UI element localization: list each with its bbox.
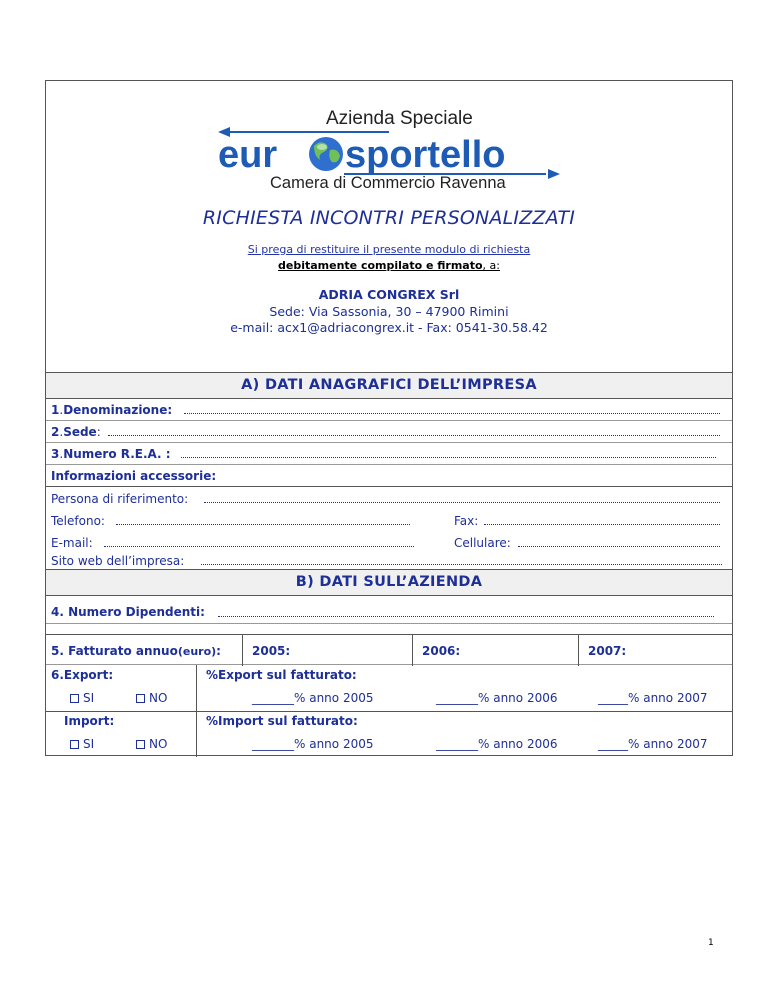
turnover-label-group	[51, 644, 221, 658]
field-number: 3	[51, 447, 60, 461]
document-title: RICHIESTA INCONTRI PERSONALIZZATI	[202, 207, 576, 229]
import-pct-2006[interactable]: _______% anno 2006	[436, 737, 558, 751]
denominazione-input-line[interactable]	[184, 413, 720, 414]
logo-top-text: Azienda Speciale	[326, 108, 473, 129]
export-yes-option[interactable]	[70, 691, 94, 705]
import-no-label: NO	[149, 737, 168, 751]
email-label: E-mail:	[51, 536, 93, 550]
checkbox-icon[interactable]	[70, 694, 79, 703]
form-header	[46, 81, 732, 372]
export-import-block	[46, 665, 732, 757]
field-employees	[46, 596, 732, 624]
contact-person-input-line[interactable]	[204, 502, 720, 503]
turnover-row	[46, 634, 732, 665]
import-yes-label: SI	[83, 737, 95, 751]
instruction-suffix: , a:	[482, 259, 500, 272]
export-pct-label: %Export sul fatturato:	[206, 668, 357, 682]
export-pct-2006[interactable]: _______% anno 2006	[436, 691, 558, 705]
phone-label: Telefono:	[51, 514, 105, 528]
logo-brand-right: sportello	[345, 134, 506, 176]
eurosportello-logo	[214, 104, 566, 188]
turnover-2006-input[interactable]	[462, 657, 572, 658]
organization-name: ADRIA CONGREX Srl	[318, 287, 460, 302]
turnover-2007-label: 2007:	[588, 644, 627, 658]
import-pct-2005[interactable]: _______% anno 2005	[252, 737, 374, 751]
organization-address: Sede: Via Sassonia, 30 – 47900 Rimini	[269, 304, 509, 319]
field-email-mobile	[46, 531, 732, 553]
instruction-bold: debitamente compilato e firmato	[277, 259, 483, 272]
field-number: 2	[51, 425, 60, 439]
field-sede: 2.Sede:	[46, 421, 732, 443]
organization-contacts: e-mail: acx1@adriacongrex.it - Fax: 0541-30.58.42	[230, 320, 548, 335]
turnover-unit: (euro)	[177, 645, 217, 658]
field-colon: :	[96, 425, 101, 439]
export-pct-2007[interactable]: _____% anno 2007	[598, 691, 708, 705]
field-number: 1	[51, 403, 60, 417]
email-input-line[interactable]	[104, 546, 414, 547]
page-number: 1	[708, 938, 714, 948]
import-pct-2007[interactable]: _____% anno 2007	[598, 737, 708, 751]
mobile-label: Cellulare:	[454, 536, 511, 550]
field-denominazione: 1.Denominazione:	[46, 399, 732, 421]
import-label: Import:	[64, 714, 115, 728]
mobile-input-line[interactable]	[518, 546, 720, 547]
field-label: Sede	[63, 425, 97, 439]
turnover-2005-input[interactable]	[292, 657, 406, 658]
fax-input-line[interactable]	[484, 524, 720, 525]
import-no-option[interactable]	[136, 737, 167, 751]
accessory-heading: Informazioni accessorie:	[51, 469, 217, 483]
import-yes-option[interactable]	[70, 737, 94, 751]
instruction-line: Si prega di restituire il presente modulo di richiesta	[247, 243, 531, 256]
export-no-option[interactable]	[136, 691, 167, 705]
turnover-colon: :	[216, 644, 221, 658]
rea-input-line[interactable]	[181, 457, 716, 458]
section-b-title: B) DATI SULL’AZIENDA	[46, 569, 732, 596]
logo-bottom-text: Camera di Commercio Ravenna	[270, 174, 506, 188]
accessory-heading-row	[46, 465, 732, 487]
form-frame	[45, 80, 733, 756]
field-contact-person	[46, 487, 732, 509]
export-label: 6.Export:	[51, 668, 114, 682]
website-input-line[interactable]	[201, 564, 722, 565]
sede-input-line[interactable]	[108, 435, 720, 436]
field-label: Numero R.E.A. :	[63, 447, 171, 461]
turnover-label: 5. Fatturato annuo	[51, 644, 178, 658]
website-label: Sito web dell’impresa:	[51, 554, 185, 568]
turnover-2007-input[interactable]	[628, 657, 724, 658]
field-rea: 3.Numero R.E.A. :	[46, 443, 732, 465]
field-phone-fax	[46, 509, 732, 531]
employees-input-line[interactable]	[218, 616, 714, 617]
section-a-title: A) DATI ANAGRAFICI DELL’IMPRESA	[46, 372, 732, 399]
turnover-2006-label: 2006:	[422, 644, 461, 658]
instruction-line-2	[46, 259, 732, 272]
import-pct-label: %Import sul fatturato:	[206, 714, 358, 728]
export-no-label: NO	[149, 691, 168, 705]
logo-brand-left: eur	[218, 134, 278, 176]
checkbox-icon[interactable]	[136, 740, 145, 749]
export-pct-2005[interactable]: _______% anno 2005	[252, 691, 374, 705]
phone-input-line[interactable]	[116, 524, 410, 525]
checkbox-icon[interactable]	[136, 694, 145, 703]
checkbox-icon[interactable]	[70, 740, 79, 749]
globe-icon	[309, 137, 343, 171]
employees-label: 4. Numero Dipendenti:	[51, 605, 205, 619]
contact-person-label: Persona di riferimento:	[51, 492, 189, 506]
fax-label: Fax:	[454, 514, 479, 528]
turnover-2005-label: 2005:	[252, 644, 291, 658]
export-yes-label: SI	[83, 691, 95, 705]
field-label: Denominazione:	[63, 403, 173, 417]
